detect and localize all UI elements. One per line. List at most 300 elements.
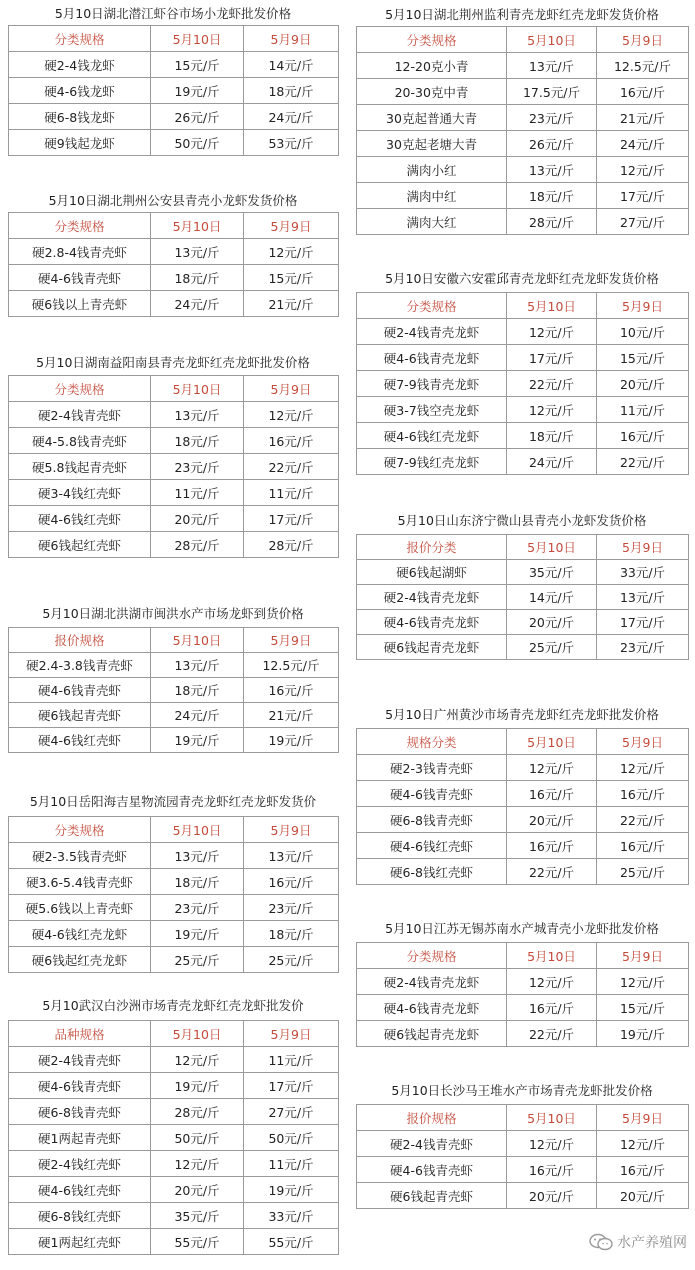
price-block <box>356 266 688 475</box>
header-cell: 5月10日 <box>151 817 244 843</box>
price-today-cell: 12元/斤 <box>507 969 597 995</box>
price-today-cell: 20元/斤 <box>507 610 597 635</box>
header-cell: 分类规格 <box>357 27 507 53</box>
price-today-cell: 15元/斤 <box>151 52 244 78</box>
spec-cell: 硬2.4-3.8钱青壳虾 <box>9 653 151 678</box>
price-today-cell: 22元/斤 <box>507 859 597 885</box>
header-cell: 品种规格 <box>9 1021 151 1047</box>
price-today-cell: 12元/斤 <box>507 319 597 345</box>
price-yesterday-cell: 18元/斤 <box>244 921 339 947</box>
price-block <box>8 600 338 753</box>
spec-cell: 硬4-6钱红壳虾 <box>357 833 507 859</box>
price-today-cell: 24元/斤 <box>151 703 244 728</box>
table-row <box>357 79 689 105</box>
spec-cell: 硬6钱起青壳龙虾 <box>357 1021 507 1047</box>
header-cell: 5月9日 <box>244 376 339 402</box>
spec-cell: 硬4-6钱青壳龙虾 <box>357 995 507 1021</box>
table-row <box>9 78 339 104</box>
price-yesterday-cell: 28元/斤 <box>244 532 339 558</box>
spec-cell: 硬1两起青壳虾 <box>9 1125 151 1151</box>
price-today-cell: 16元/斤 <box>507 781 597 807</box>
table-row <box>9 843 339 869</box>
price-table <box>8 375 339 558</box>
price-today-cell: 17元/斤 <box>507 345 597 371</box>
header-cell: 5月10日 <box>507 1105 597 1131</box>
header-cell: 报价分类 <box>357 535 507 560</box>
price-yesterday-cell: 13元/斤 <box>597 585 689 610</box>
spec-cell: 硬9钱起龙虾 <box>9 130 151 156</box>
spec-cell: 硬4-6钱青壳龙虾 <box>357 610 507 635</box>
price-table <box>356 534 689 660</box>
price-today-cell: 18元/斤 <box>151 428 244 454</box>
price-today-cell: 16元/斤 <box>507 1157 597 1183</box>
table-row <box>9 532 339 558</box>
table-row <box>9 480 339 506</box>
header-cell: 5月9日 <box>597 1105 689 1131</box>
table-row <box>9 402 339 428</box>
price-yesterday-cell: 15元/斤 <box>244 265 339 291</box>
price-today-cell: 19元/斤 <box>151 921 244 947</box>
price-today-cell: 19元/斤 <box>151 78 244 104</box>
price-yesterday-cell: 12元/斤 <box>597 1131 689 1157</box>
header-cell: 5月10日 <box>151 1021 244 1047</box>
header-cell: 分类规格 <box>357 293 507 319</box>
table-header-row <box>9 376 339 402</box>
spec-cell: 硬4-5.8钱青壳虾 <box>9 428 151 454</box>
header-cell: 5月10日 <box>507 293 597 319</box>
spec-cell: 硬2-3.5钱青壳虾 <box>9 843 151 869</box>
price-yesterday-cell: 17元/斤 <box>597 183 689 209</box>
price-today-cell: 20元/斤 <box>507 807 597 833</box>
price-yesterday-cell: 17元/斤 <box>597 610 689 635</box>
table-header-row <box>357 535 689 560</box>
table-header-row <box>9 1021 339 1047</box>
table-row <box>357 183 689 209</box>
price-yesterday-cell: 12元/斤 <box>244 402 339 428</box>
price-yesterday-cell: 16元/斤 <box>597 781 689 807</box>
price-today-cell: 26元/斤 <box>151 104 244 130</box>
price-today-cell: 12元/斤 <box>151 1151 244 1177</box>
price-yesterday-cell: 11元/斤 <box>244 480 339 506</box>
watermark <box>589 1232 687 1252</box>
price-block <box>356 702 688 885</box>
table-header-row <box>357 293 689 319</box>
price-today-cell: 24元/斤 <box>507 449 597 475</box>
header-cell: 5月10日 <box>507 27 597 53</box>
price-table-title: 5月10日江苏无锡苏南水产城青壳小龙虾批发价格 <box>385 921 659 936</box>
table-row <box>9 291 339 317</box>
spec-cell: 硬6钱起红壳虾 <box>9 532 151 558</box>
spec-cell: 硬4-6钱青壳虾 <box>9 1073 151 1099</box>
table-row <box>9 895 339 921</box>
price-yesterday-cell: 23元/斤 <box>244 895 339 921</box>
price-today-cell: 13元/斤 <box>151 653 244 678</box>
price-yesterday-cell: 16元/斤 <box>597 1157 689 1183</box>
price-today-cell: 18元/斤 <box>151 678 244 703</box>
price-yesterday-cell: 21元/斤 <box>244 703 339 728</box>
price-block <box>356 1078 688 1209</box>
price-block <box>356 508 688 660</box>
header-cell: 5月9日 <box>597 293 689 319</box>
price-yesterday-cell: 12.5元/斤 <box>244 653 339 678</box>
table-row <box>9 1125 339 1151</box>
spec-cell: 12-20克小青 <box>357 53 507 79</box>
header-cell: 规格分类 <box>357 729 507 755</box>
table-row <box>9 1151 339 1177</box>
table-row <box>9 1047 339 1073</box>
price-today-cell: 20元/斤 <box>151 506 244 532</box>
spec-cell: 硬4-6钱青壳虾 <box>9 265 151 291</box>
header-cell: 5月9日 <box>597 943 689 969</box>
header-cell: 分类规格 <box>9 26 151 52</box>
header-cell: 5月10日 <box>151 628 244 653</box>
spec-cell: 硬2-4钱青壳龙虾 <box>357 585 507 610</box>
header-cell: 5月10日 <box>151 213 244 239</box>
price-yesterday-cell: 25元/斤 <box>244 947 339 973</box>
price-yesterday-cell: 27元/斤 <box>597 209 689 235</box>
table-row <box>9 703 339 728</box>
price-today-cell: 23元/斤 <box>151 454 244 480</box>
header-cell: 5月10日 <box>507 535 597 560</box>
price-table <box>8 25 339 156</box>
table-row <box>357 397 689 423</box>
spec-cell: 硬2-4钱青壳龙虾 <box>357 969 507 995</box>
spec-cell: 硬6钱起青壳虾 <box>9 703 151 728</box>
price-table-title: 5月10日广州黄沙市场青壳龙虾红壳龙虾批发价格 <box>385 707 659 722</box>
table-row <box>9 678 339 703</box>
price-yesterday-cell: 15元/斤 <box>597 995 689 1021</box>
price-today-cell: 17.5元/斤 <box>507 79 597 105</box>
price-today-cell: 13元/斤 <box>151 402 244 428</box>
price-table-title: 5月10日湖北荆州公安县青壳小龙虾发货价格 <box>48 193 298 208</box>
header-cell: 分类规格 <box>9 817 151 843</box>
spec-cell: 硬4-6钱红壳虾 <box>9 728 151 753</box>
price-yesterday-cell: 16元/斤 <box>244 869 339 895</box>
spec-cell: 硬6-8钱青壳虾 <box>9 1099 151 1125</box>
price-today-cell: 19元/斤 <box>151 1073 244 1099</box>
price-table-title: 5月10日岳阳海吉星物流园青壳龙虾红壳龙虾发货价 <box>29 794 317 809</box>
table-row <box>357 319 689 345</box>
spec-cell: 硬3.6-5.4钱青壳虾 <box>9 869 151 895</box>
table-row <box>9 869 339 895</box>
table-row <box>357 371 689 397</box>
price-yesterday-cell: 21元/斤 <box>597 105 689 131</box>
header-cell: 报价规格 <box>9 628 151 653</box>
price-yesterday-cell: 22元/斤 <box>597 449 689 475</box>
price-yesterday-cell: 24元/斤 <box>597 131 689 157</box>
price-yesterday-cell: 53元/斤 <box>244 130 339 156</box>
price-yesterday-cell: 19元/斤 <box>244 1177 339 1203</box>
header-cell: 5月10日 <box>507 943 597 969</box>
spec-cell: 硬4-6钱青壳虾 <box>357 781 507 807</box>
price-table-title: 5月10日长沙马王堆水产市场青壳龙虾批发价格 <box>391 1083 653 1098</box>
price-yesterday-cell: 12.5元/斤 <box>597 53 689 79</box>
table-row <box>357 345 689 371</box>
table-row <box>357 1157 689 1183</box>
price-today-cell: 13元/斤 <box>151 843 244 869</box>
price-table <box>356 292 689 475</box>
price-yesterday-cell: 21元/斤 <box>244 291 339 317</box>
price-today-cell: 20元/斤 <box>507 1183 597 1209</box>
header-cell: 分类规格 <box>9 213 151 239</box>
spec-cell: 满肉小红 <box>357 157 507 183</box>
spec-cell: 硬6钱起青壳虾 <box>357 1183 507 1209</box>
price-table-title: 5月10日山东济宁微山县青壳小龙虾发货价格 <box>397 513 647 528</box>
header-cell: 5月10日 <box>151 376 244 402</box>
price-today-cell: 28元/斤 <box>507 209 597 235</box>
price-yesterday-cell: 19元/斤 <box>597 1021 689 1047</box>
price-table <box>356 26 689 235</box>
price-today-cell: 24元/斤 <box>151 291 244 317</box>
price-yesterday-cell: 22元/斤 <box>244 454 339 480</box>
spec-cell: 硬2-3钱青壳虾 <box>357 755 507 781</box>
price-today-cell: 23元/斤 <box>151 895 244 921</box>
price-today-cell: 35元/斤 <box>151 1203 244 1229</box>
header-cell: 分类规格 <box>9 376 151 402</box>
price-yesterday-cell: 12元/斤 <box>597 157 689 183</box>
spec-cell: 硬6-8钱红壳虾 <box>357 859 507 885</box>
spec-cell: 硬4-6钱红壳虾 <box>9 506 151 532</box>
price-block <box>8 788 338 973</box>
price-yesterday-cell: 11元/斤 <box>244 1047 339 1073</box>
spec-cell: 硬2-4钱龙虾 <box>9 52 151 78</box>
spec-cell: 硬1两起红壳虾 <box>9 1229 151 1255</box>
price-today-cell: 13元/斤 <box>151 239 244 265</box>
table-row <box>357 995 689 1021</box>
table-row <box>357 105 689 131</box>
table-header-row <box>357 1105 689 1131</box>
price-table <box>8 212 339 317</box>
spec-cell: 硬4-6钱红壳龙虾 <box>9 921 151 947</box>
spec-cell: 硬6-8钱红壳虾 <box>9 1203 151 1229</box>
table-row <box>9 1203 339 1229</box>
price-today-cell: 22元/斤 <box>507 371 597 397</box>
header-cell: 5月10日 <box>507 729 597 755</box>
table-header-row <box>9 628 339 653</box>
table-row <box>357 833 689 859</box>
table-row <box>9 130 339 156</box>
spec-cell: 硬2-4钱青壳龙虾 <box>357 319 507 345</box>
price-today-cell: 12元/斤 <box>507 1131 597 1157</box>
price-yesterday-cell: 12元/斤 <box>597 969 689 995</box>
price-yesterday-cell: 23元/斤 <box>597 635 689 660</box>
header-cell: 5月9日 <box>244 628 339 653</box>
price-yesterday-cell: 16元/斤 <box>597 833 689 859</box>
table-row <box>357 423 689 449</box>
spec-cell: 硬4-6钱青壳龙虾 <box>357 345 507 371</box>
price-table-title: 5月10日湖北潜江虾谷市场小龙虾批发价格 <box>54 6 292 21</box>
price-today-cell: 26元/斤 <box>507 131 597 157</box>
table-row <box>357 969 689 995</box>
price-yesterday-cell: 13元/斤 <box>244 843 339 869</box>
price-yesterday-cell: 16元/斤 <box>244 678 339 703</box>
spec-cell: 20-30克中青 <box>357 79 507 105</box>
price-today-cell: 50元/斤 <box>151 130 244 156</box>
price-block <box>356 3 688 235</box>
price-today-cell: 22元/斤 <box>507 1021 597 1047</box>
table-row <box>357 781 689 807</box>
price-today-cell: 55元/斤 <box>151 1229 244 1255</box>
price-today-cell: 16元/斤 <box>507 995 597 1021</box>
price-yesterday-cell: 24元/斤 <box>244 104 339 130</box>
table-row <box>357 859 689 885</box>
price-block <box>8 350 338 558</box>
price-table-title: 5月10日湖北洪湖市闽洪水产市场龙虾到货价格 <box>42 606 304 621</box>
price-today-cell: 12元/斤 <box>151 1047 244 1073</box>
spec-cell: 硬6钱起红壳龙虾 <box>9 947 151 973</box>
price-yesterday-cell: 10元/斤 <box>597 319 689 345</box>
price-today-cell: 13元/斤 <box>507 53 597 79</box>
price-yesterday-cell: 25元/斤 <box>597 859 689 885</box>
table-row <box>9 1177 339 1203</box>
table-row <box>9 1073 339 1099</box>
price-today-cell: 16元/斤 <box>507 833 597 859</box>
table-row <box>9 947 339 973</box>
price-block <box>8 992 338 1255</box>
price-today-cell: 35元/斤 <box>507 560 597 585</box>
table-row <box>9 653 339 678</box>
price-yesterday-cell: 27元/斤 <box>244 1099 339 1125</box>
table-row <box>357 755 689 781</box>
table-row <box>9 1099 339 1125</box>
price-today-cell: 25元/斤 <box>151 947 244 973</box>
header-cell: 5月10日 <box>151 26 244 52</box>
price-today-cell: 18元/斤 <box>151 869 244 895</box>
price-table-title: 5月10日湖南益阳南县青壳龙虾红壳龙虾批发价格 <box>36 355 310 370</box>
price-yesterday-cell: 33元/斤 <box>244 1203 339 1229</box>
price-yesterday-cell: 22元/斤 <box>597 807 689 833</box>
header-cell: 报价规格 <box>357 1105 507 1131</box>
header-cell: 5月9日 <box>597 27 689 53</box>
wechat-icon <box>589 1233 613 1251</box>
table-row <box>357 157 689 183</box>
table-row <box>357 1183 689 1209</box>
price-block <box>8 3 338 156</box>
spec-cell: 硬6钱起青壳龙虾 <box>357 635 507 660</box>
spec-cell: 30克起普通大青 <box>357 105 507 131</box>
price-today-cell: 14元/斤 <box>507 585 597 610</box>
table-row <box>9 428 339 454</box>
table-header-row <box>357 729 689 755</box>
price-table <box>356 942 689 1047</box>
price-today-cell: 18元/斤 <box>507 183 597 209</box>
spec-cell: 硬7-9钱红壳龙虾 <box>357 449 507 475</box>
header-cell: 5月9日 <box>597 729 689 755</box>
price-table-title: 5月10日安徽六安霍邱青壳龙虾红壳龙虾发货价格 <box>385 271 659 286</box>
header-cell: 5月9日 <box>244 213 339 239</box>
spec-cell: 硬2.8-4钱青壳虾 <box>9 239 151 265</box>
price-today-cell: 23元/斤 <box>507 105 597 131</box>
price-yesterday-cell: 20元/斤 <box>597 1183 689 1209</box>
spec-cell: 硬4-6钱青壳虾 <box>9 678 151 703</box>
price-block <box>356 916 688 1047</box>
spec-cell: 满肉大红 <box>357 209 507 235</box>
spec-cell: 硬2-4钱青壳虾 <box>9 402 151 428</box>
header-cell: 分类规格 <box>357 943 507 969</box>
spec-cell: 硬2-4钱青壳虾 <box>9 1047 151 1073</box>
spec-cell: 硬4-6钱红壳龙虾 <box>357 423 507 449</box>
price-yesterday-cell: 17元/斤 <box>244 1073 339 1099</box>
price-table-title: 5月10日湖北荆州监利青壳龙虾红壳龙虾发货价格 <box>385 7 659 22</box>
table-row <box>9 239 339 265</box>
spec-cell: 硬3-7钱空壳龙虾 <box>357 397 507 423</box>
price-today-cell: 25元/斤 <box>507 635 597 660</box>
table-row <box>357 560 689 585</box>
price-yesterday-cell: 12元/斤 <box>597 755 689 781</box>
table-row <box>357 53 689 79</box>
price-block <box>8 190 338 317</box>
table-row <box>9 265 339 291</box>
table-row <box>9 1229 339 1255</box>
price-table-title: 5月10武汉白沙洲市场青壳龙虾红壳龙虾批发价 <box>42 998 304 1013</box>
spec-cell: 硬4-6钱龙虾 <box>9 78 151 104</box>
table-row <box>9 921 339 947</box>
header-cell: 5月9日 <box>597 535 689 560</box>
table-header-row <box>357 943 689 969</box>
price-yesterday-cell: 19元/斤 <box>244 728 339 753</box>
price-table <box>356 728 689 885</box>
table-row <box>357 635 689 660</box>
price-yesterday-cell: 33元/斤 <box>597 560 689 585</box>
price-yesterday-cell: 50元/斤 <box>244 1125 339 1151</box>
price-table <box>8 816 339 973</box>
price-today-cell: 12元/斤 <box>507 397 597 423</box>
price-today-cell: 19元/斤 <box>151 728 244 753</box>
price-today-cell: 18元/斤 <box>507 423 597 449</box>
table-header-row <box>9 213 339 239</box>
spec-cell: 硬2-4钱红壳虾 <box>9 1151 151 1177</box>
table-header-row <box>9 26 339 52</box>
price-today-cell: 28元/斤 <box>151 532 244 558</box>
table-row <box>9 728 339 753</box>
price-yesterday-cell: 11元/斤 <box>597 397 689 423</box>
table-row <box>9 506 339 532</box>
table-row <box>357 1131 689 1157</box>
table-row <box>9 104 339 130</box>
spec-cell: 硬4-6钱青壳虾 <box>357 1157 507 1183</box>
table-row <box>357 610 689 635</box>
price-table <box>8 1020 339 1255</box>
price-yesterday-cell: 16元/斤 <box>597 79 689 105</box>
price-today-cell: 20元/斤 <box>151 1177 244 1203</box>
spec-cell: 硬5.8钱起青壳虾 <box>9 454 151 480</box>
price-yesterday-cell: 17元/斤 <box>244 506 339 532</box>
price-yesterday-cell: 55元/斤 <box>244 1229 339 1255</box>
table-row <box>357 449 689 475</box>
table-row <box>9 454 339 480</box>
price-table <box>8 627 339 753</box>
spec-cell: 硬6钱以上青壳虾 <box>9 291 151 317</box>
spec-cell: 硬6-8钱龙虾 <box>9 104 151 130</box>
table-row <box>357 807 689 833</box>
table-row <box>357 585 689 610</box>
header-cell: 5月9日 <box>244 817 339 843</box>
price-table <box>356 1104 689 1209</box>
price-yesterday-cell: 20元/斤 <box>597 371 689 397</box>
price-yesterday-cell: 11元/斤 <box>244 1151 339 1177</box>
table-header-row <box>9 817 339 843</box>
price-yesterday-cell: 16元/斤 <box>597 423 689 449</box>
price-today-cell: 50元/斤 <box>151 1125 244 1151</box>
table-row <box>357 209 689 235</box>
spec-cell: 硬5.6钱以上青壳虾 <box>9 895 151 921</box>
price-today-cell: 11元/斤 <box>151 480 244 506</box>
price-yesterday-cell: 15元/斤 <box>597 345 689 371</box>
header-cell: 5月9日 <box>244 26 339 52</box>
price-yesterday-cell: 16元/斤 <box>244 428 339 454</box>
table-row <box>357 131 689 157</box>
table-row <box>357 1021 689 1047</box>
